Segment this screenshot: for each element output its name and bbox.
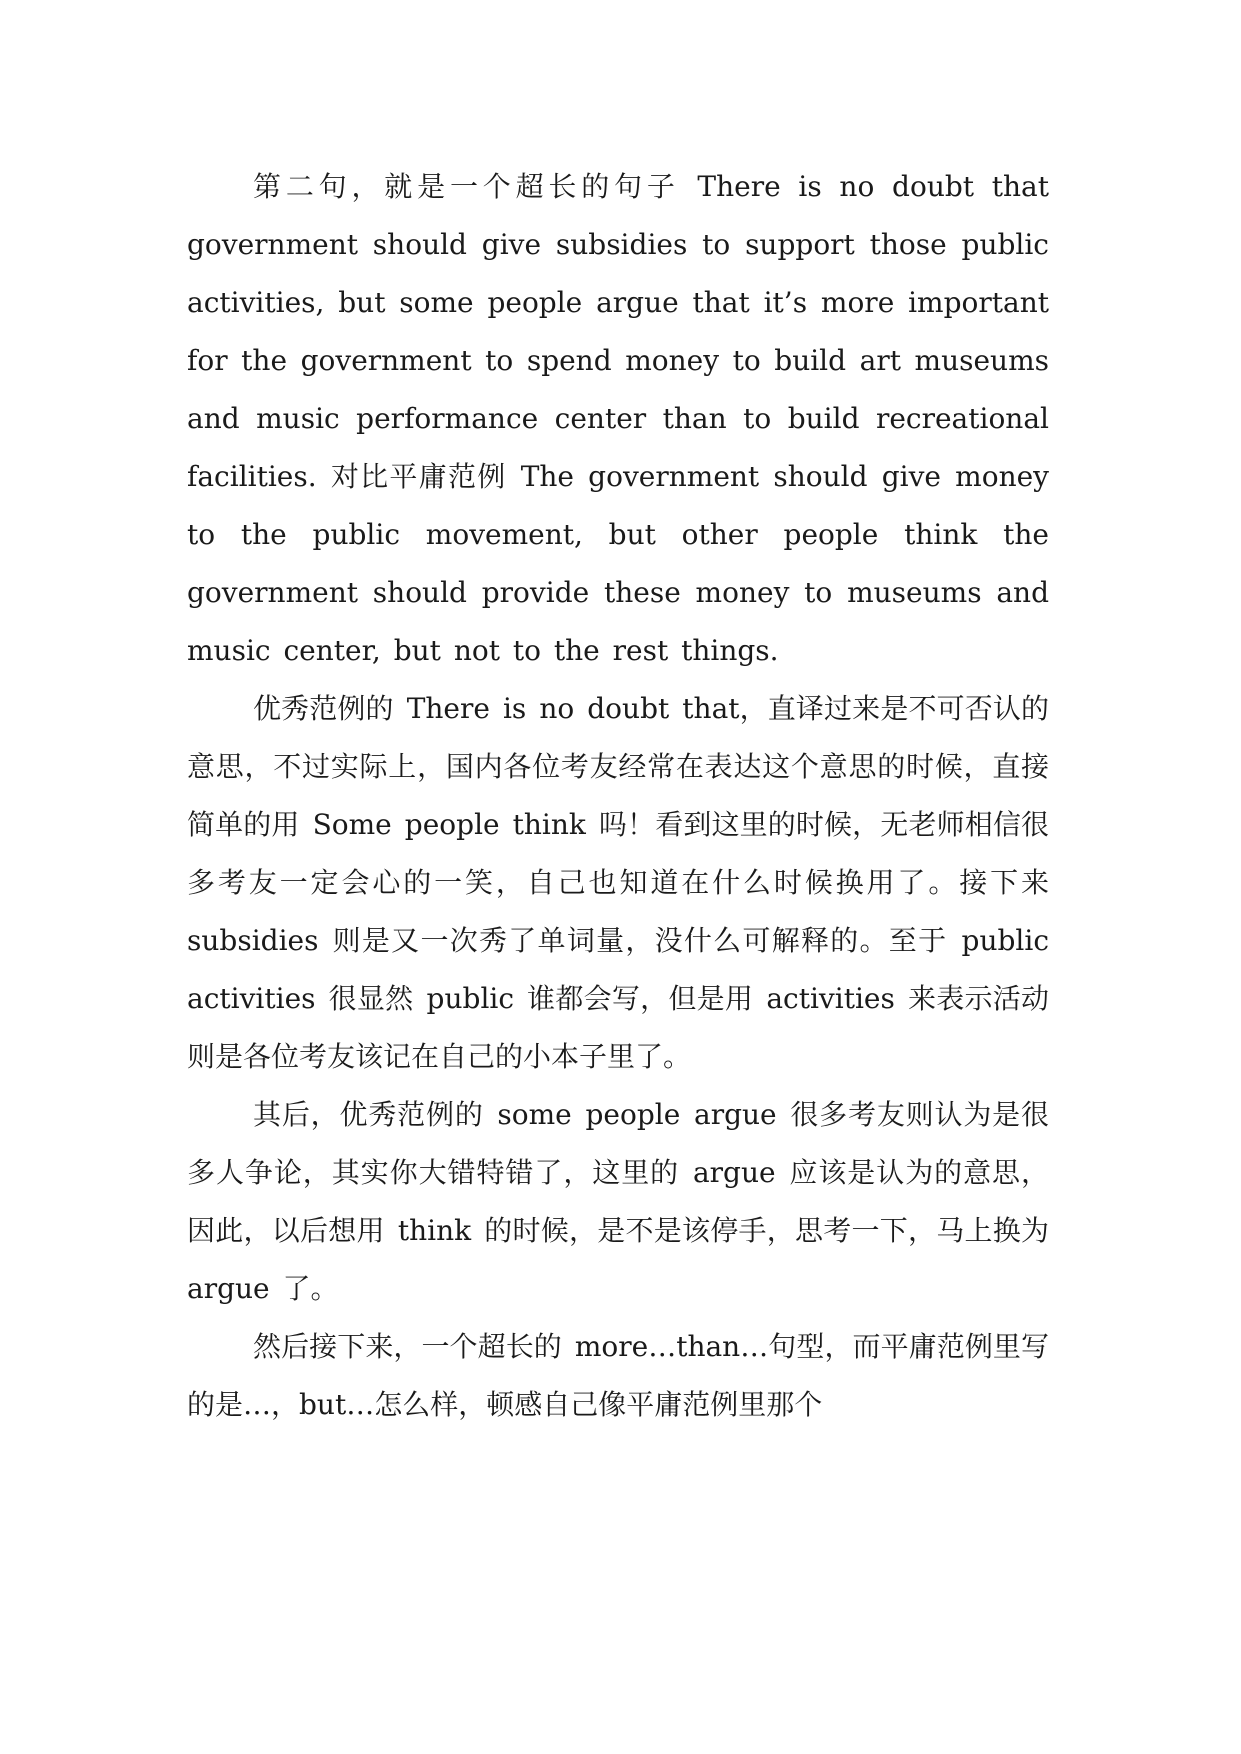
- paragraph-2: 优秀范例的 There is no doubt that，直译过来是不可否认的意思，不过实际上，国内各位考友经常在表达这个意思的时候，直接简单的用 Some people think 吗！看到这里的时候，无老师相信很多考友一定会心的一笑，自己也知道在什么时候换用了。接下来 subsidies 则是又一次秀了单词量，没什么可解释的。至于 public activities 很显然 public 谁都会写，但是用 activities 来表示活动则是各位考友该记在自己的小本子里了。: [187, 692, 1049, 1073]
- body-text: [187, 158, 1049, 1434]
- paragraph-4: 然后接下来，一个超长的 more…than…句型，而平庸范例里写的是…，but…怎么样，顿感自己像平庸范例里那个: [187, 1330, 1049, 1421]
- paragraph-3: 其后，优秀范例的 some people argue 很多考友则认为是很多人争论，其实你大错特错了，这里的 argue 应该是认为的意思，因此，以后想用 think 的时候，是不是该停手，思考一下，马上换为 argue 了。: [187, 1098, 1049, 1305]
- paragraph-1: 第二句，就是一个超长的句子 There is no doubt that government should give subsidies to support those public activities, but some people argue that it’s more important for the government to spend money to build art museums and music performance center than to build recreational facilities. 对比平庸范例 The government should give money to the public movement, but other people think the government should provide these money to museums and music center, but not to the rest things.: [187, 170, 1049, 667]
